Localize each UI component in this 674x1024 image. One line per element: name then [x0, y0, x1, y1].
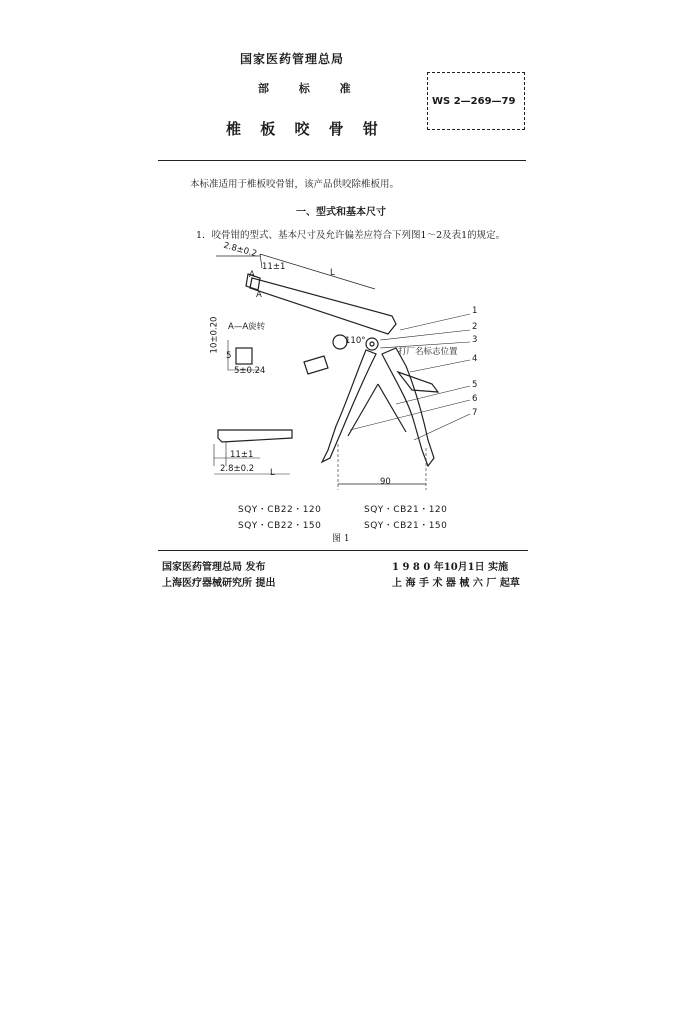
- dim-lower-overall-length: L: [270, 468, 275, 478]
- lower-shaft-view: [218, 430, 292, 442]
- proposed-by: 上海医疗器械研究所 提出: [162, 578, 276, 589]
- dim-lower-tip-length: 11±1: [230, 450, 254, 460]
- dim-jaw-offset: 5±0.24: [234, 366, 266, 376]
- callout-5: 5: [472, 380, 478, 390]
- model-cb22-150: SQY・CB22・150: [238, 521, 322, 531]
- model-cb22-120: SQY・CB22・120: [238, 505, 322, 515]
- drafted-by: 上 海 手 术 器 械 六 厂 起草: [392, 578, 520, 589]
- dim-overall-length: L: [330, 268, 335, 278]
- dim-section-a-left: A: [249, 270, 255, 280]
- dim-angle: 110°: [345, 336, 366, 346]
- standard-code: WS 2—269—79: [432, 96, 516, 107]
- thumb-rest: [398, 372, 438, 392]
- section-heading: 一、型式和基本尺寸: [296, 207, 386, 218]
- dim-handle-span: 90: [380, 477, 391, 487]
- callout-3: 3: [472, 335, 478, 345]
- dim-section-a-right: A: [256, 290, 262, 300]
- section-a-a: [236, 348, 252, 364]
- callout-6: 6: [472, 394, 478, 404]
- marking-note: 打厂名标志位置: [398, 347, 458, 357]
- dim-tip-width: 2.8±0.2: [222, 240, 258, 260]
- dim-tip-length: 11±1: [262, 262, 286, 272]
- callout-4: 4: [472, 354, 478, 364]
- effective-date: 1 9 8 0 年10月1日 实施: [392, 562, 509, 573]
- callout-2: 2: [472, 322, 478, 332]
- dim-jaw-width: 5: [226, 351, 232, 361]
- issuing-authority: 国家医药管理总局: [240, 52, 345, 66]
- callout-1: 1: [472, 306, 478, 316]
- standard-code-box: [427, 72, 525, 130]
- figure-caption: 图 1: [332, 534, 350, 544]
- header-divider: [158, 160, 526, 161]
- standard-category: 部 标 准: [258, 82, 351, 95]
- callout-7: 7: [472, 408, 478, 418]
- section-label: A—A旋转: [228, 322, 266, 332]
- intro-paragraph: 本标准适用于椎板咬骨钳，该产品供咬除椎板用。: [190, 179, 400, 190]
- footer-divider: [158, 550, 528, 551]
- model-cb21-120: SQY・CB21・120: [364, 505, 448, 515]
- screw-detail: [304, 356, 328, 374]
- model-cb21-150: SQY・CB21・150: [364, 521, 448, 531]
- issued-by: 国家医药管理总局 发布: [162, 562, 266, 573]
- dim-height: 10±0.20: [209, 316, 220, 354]
- front-handle: [322, 350, 376, 462]
- upper-shaft: [250, 278, 396, 334]
- clause-1: 1．咬骨钳的型式、基本尺寸及允许偏差应符合下列图1～2及表1的规定。: [196, 230, 506, 241]
- pivot-circle: [366, 338, 378, 350]
- document-title: 椎 板 咬 骨 钳: [226, 120, 378, 138]
- dim-lower-tip-width: 2.8±0.2: [220, 464, 255, 474]
